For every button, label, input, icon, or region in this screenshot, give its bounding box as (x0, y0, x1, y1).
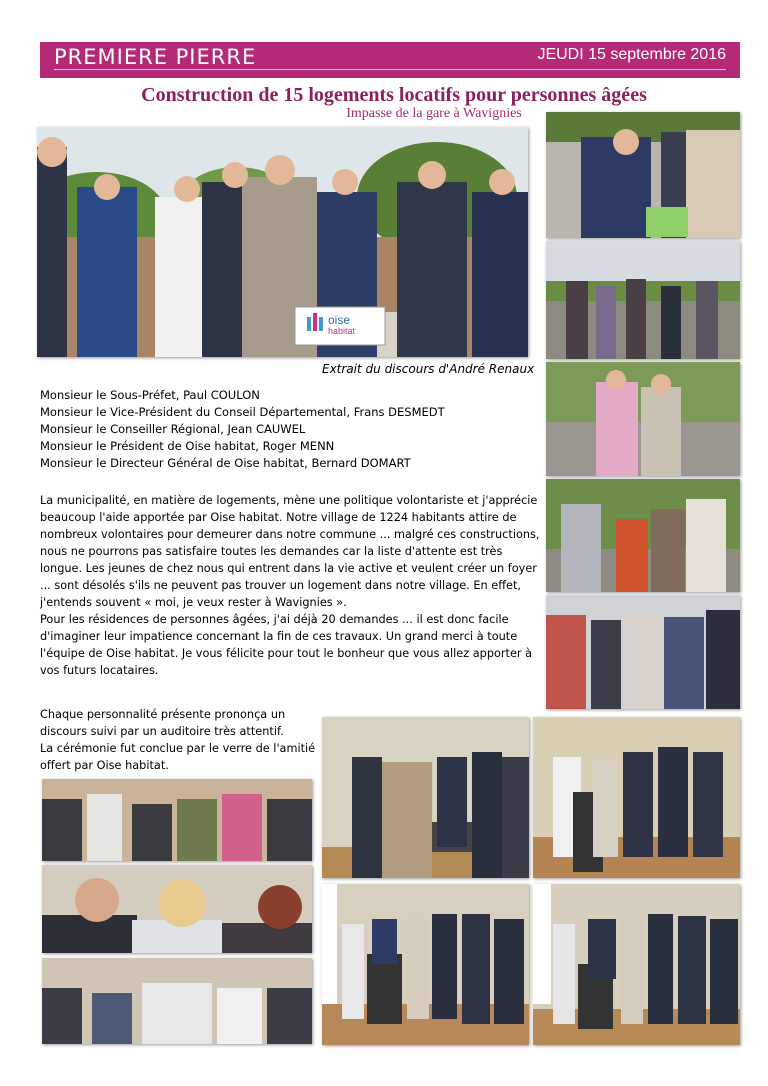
addressee-line: Monsieur le Vice-Président du Conseil Départemental, Frans DESMEDT (40, 405, 445, 419)
addressee-line: Monsieur le Conseiller Régional, Jean CAUWEL (40, 422, 306, 436)
photo-caption: Extrait du discours d'André Renaux (322, 362, 535, 376)
speech-photo-4 (533, 884, 740, 1045)
side-photo-1-scene (546, 112, 740, 238)
ceremony-line: offert par Oise habitat. (40, 759, 169, 772)
audience-photo-2 (42, 865, 312, 953)
ceremony-line: Chaque personnalité présente prononça un (40, 708, 286, 721)
side-photo-2-scene (546, 241, 740, 359)
side-photo-3 (546, 362, 740, 476)
audience-photo-3 (42, 958, 312, 1044)
side-photo-4 (546, 479, 740, 592)
side-photo-1 (546, 112, 740, 238)
header-banner (40, 42, 740, 78)
side-photo-2 (546, 241, 740, 359)
addressee-list (40, 387, 445, 472)
section-title: PREMIERE PIERRE (54, 45, 257, 69)
speech-paragraph: La municipalité, en matière de logements, mène une politique volontariste et j'apprécie beaucoup l'aide apportée par Oise habitat. Notre village de 1224 habitants attire de nombreux volontaires pour demeurer dans notre commune ... malgré ces constructions, nous ne pourrons pas satisfaire toutes les demandes car la liste d'attente est très longue. Les jeunes de chez nous qui entrent dans la vie active et veulent créer un foyer ... sont désolés s'ils ne peuvent pas trouver un logement dans notre village. En effet, j'entends souvent « moi, je veux rester à Wavignies ». (40, 494, 540, 609)
plaque-text-habitat: habitat (328, 326, 356, 336)
addressee-line: Monsieur le Président de Oise habitat, Roger MENN (40, 439, 335, 453)
side-photo-4-scene (546, 479, 740, 592)
audience-photo-1-scene (42, 779, 312, 861)
speech-photo-1 (322, 717, 529, 878)
article-title: Construction de 15 logements locatifs pour personnes âgées (141, 84, 647, 106)
issue-date: JEUDI 15 septembre 2016 (537, 46, 726, 63)
speech-photo-3-scene (322, 884, 529, 1045)
addressee-line: Monsieur le Sous-Préfet, Paul COULON (40, 388, 260, 402)
audience-photo-1 (42, 779, 312, 861)
speech-paragraph: Pour les résidences de personnes âgées, j'ai déjà 20 demandes ... il est donc facile d'imaginer leur impatience concernant la fin de ces travaux. Un grand merci à toute l'équipe de Oise habitat. Je vous félicite pour tout le bonheur que vous allez apporter à vos futurs locataires. (40, 613, 533, 677)
speech-photo-4-scene (533, 884, 740, 1045)
side-photo-5 (546, 595, 740, 709)
audience-photo-2-scene (42, 865, 312, 953)
article-subtitle: Impasse de la gare à Wavignies (346, 106, 522, 121)
ceremony-line: discours suivi par un auditoire très attentif. (40, 725, 284, 738)
side-photo-5-scene (546, 595, 740, 709)
speech-photo-2-scene (533, 717, 740, 878)
banner-rule (54, 69, 726, 70)
speech-photo-1-scene (322, 717, 529, 878)
main-photo (37, 127, 528, 357)
speech-photo-2 (533, 717, 740, 878)
speech-photo-3 (322, 884, 529, 1045)
audience-photo-3-scene (42, 958, 312, 1044)
addressee-line: Monsieur le Directeur Général de Oise habitat, Bernard DOMART (40, 456, 411, 470)
ceremony-line: La cérémonie fut conclue par le verre de l'amitié (40, 742, 316, 755)
main-photo-scene (37, 127, 528, 357)
speech-text (40, 492, 540, 679)
ceremony-text (40, 706, 316, 774)
side-photo-3-scene (546, 362, 740, 476)
plaque-text-oise: oise (328, 313, 351, 327)
